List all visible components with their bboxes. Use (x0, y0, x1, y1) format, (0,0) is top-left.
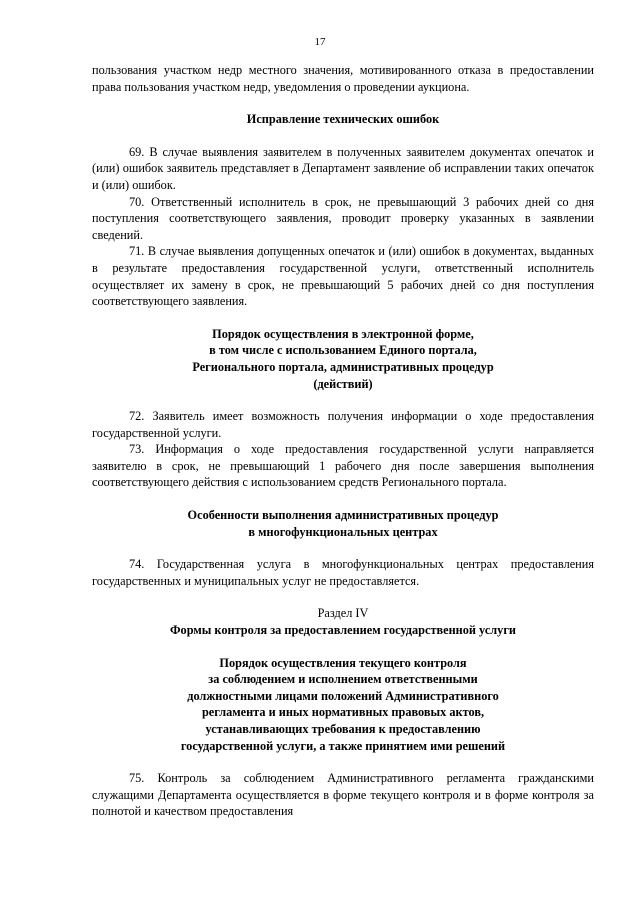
heading-line: должностными лицами положений Административного (187, 688, 499, 703)
heading-electronic-form (92, 326, 594, 392)
section-title: Формы контроля за предоставлением государственной услуги (170, 623, 516, 638)
paragraph-70: 70. Ответственный исполнитель в срок, не превышающий 3 рабочих дней со дня поступления соответствующего заявления, проводит проверку указанных в заявлении сведений. (92, 194, 594, 242)
heading-line: регламента и иных нормативных правовых актов, (201, 705, 485, 720)
heading-mfc (92, 507, 594, 540)
paragraph-72: 72. Заявитель имеет возможность получения информации о ходе предоставления государственной услуги. (92, 409, 594, 440)
heading-line: Порядок осуществления в электронной форме, (212, 326, 474, 341)
paragraph-73: 73. Информация о ходе предоставления государственной услуги направляется заявителю в срок, не превышающий 1 рабочего дня после завершения выполнения соответствующего действия с использованием средств Регионального портала. (92, 442, 594, 490)
section-label: Раздел IV (317, 606, 369, 621)
heading-line: в том числе с использованием Единого портала, (209, 343, 477, 358)
intro-paragraph: пользования участком недр местного значения, мотивированного отказа в предоставлении права пользования участком недр, уведомления о проведении аукциона. (92, 63, 594, 94)
heading-line: за соблюдением и исполнением ответственными (208, 672, 478, 687)
heading-line: государственной услуги, а также принятием ими решений (180, 738, 506, 753)
heading-line: Порядок осуществления текущего контроля (219, 655, 467, 670)
paragraph-74: 74. Государственная услуга в многофункциональных центрах предоставления государственных и муниципальных услуг не предоставляется. (92, 557, 594, 588)
paragraph-69: 69. В случае выявления заявителем в полученных заявителем документах опечаток и (или) ошибок заявитель представляет в Департамент заявление об исправлении таких опечаток и (или) ошибок. (92, 144, 594, 192)
heading-line: в многофункциональных центрах (248, 524, 438, 539)
heading-line: (действий) (313, 376, 373, 391)
paragraph-71: 71. В случае выявления допущенных опечаток и (или) ошибок в документах, выданных в результате предоставления государственной услуги, ответственный исполнитель осуществляет их замену в срок, не превышающий 5 рабочих дней со дня поступления соответствующего заявления. (92, 244, 594, 309)
heading-current-control (92, 655, 594, 755)
heading-line: устанавливающих требования к предоставлению (205, 722, 481, 736)
page-content (92, 62, 594, 820)
paragraph-75: 75. Контроль за соблюдением Административного регламента гражданскими служащими Департамента осуществляется в форме текущего контроля и в форме контроля за полнотой и качеством предоставления (92, 771, 594, 819)
page-number: 17 (314, 36, 326, 48)
heading-technical-errors: Исправление технических ошибок (246, 112, 440, 127)
heading-line: Регионального портала, административных процедур (192, 359, 494, 374)
heading-line: Особенности выполнения административных процедур (187, 508, 499, 523)
